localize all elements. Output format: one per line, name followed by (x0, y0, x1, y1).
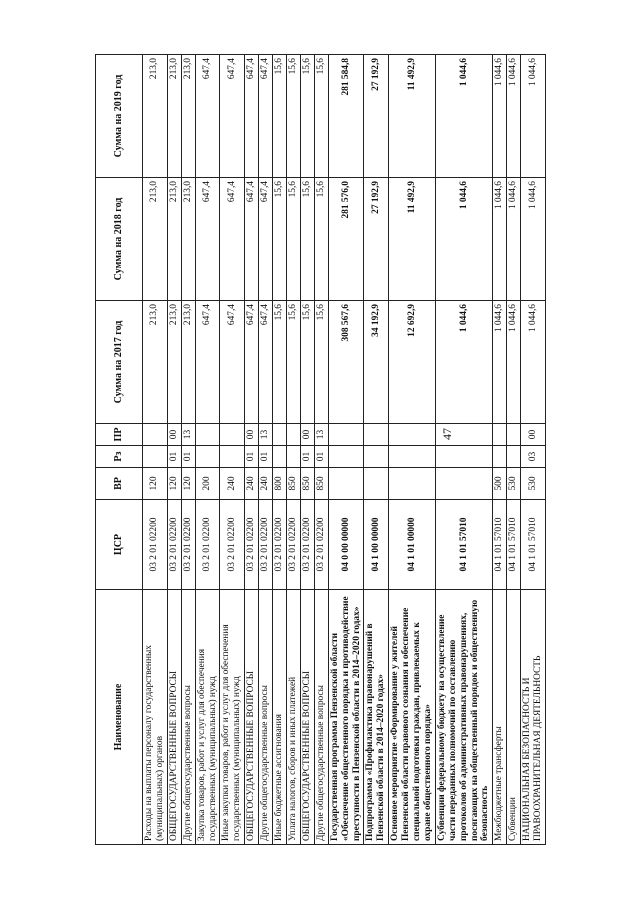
cell-pr (143, 424, 168, 446)
cell-sum-2019: 647,4 (195, 55, 220, 178)
cell-vr: 240 (245, 468, 259, 500)
cell-pr: 00 (245, 424, 259, 446)
header-sum-2017: Сумма на 2017 год (96, 301, 143, 424)
cell-vr: 240 (220, 468, 245, 500)
header-name: Наименование (96, 590, 143, 845)
cell-name: Основное мероприятие «Формирование у жителей Пензенской области правового сознания и обеспечение специальной подготовки граждан, привлекаемых к охране общественного порядка» (389, 590, 436, 845)
cell-pr (493, 424, 507, 446)
cell-pr (220, 424, 245, 446)
cell-sum-2017: 308 567,6 (328, 301, 364, 424)
cell-rz (328, 446, 364, 468)
cell-csr: 04 1 01 57010 (493, 500, 507, 590)
cell-sum-2017: 647,4 (259, 301, 273, 424)
cell-name: Субвенции (507, 590, 521, 845)
cell-csr: 04 1 00 00000 (364, 500, 389, 590)
table-row (521, 55, 546, 845)
cell-pr: 13 (181, 424, 195, 446)
cell-sum-2018: 281 576,0 (328, 178, 364, 301)
cell-rz: 01 (167, 446, 181, 468)
cell-vr: 850 (314, 468, 328, 500)
cell-sum-2019: 281 584,8 (328, 55, 364, 178)
cell-pr: 00 (167, 424, 181, 446)
table-row (314, 55, 328, 845)
table-row (507, 55, 521, 845)
cell-name: Иные закупки товаров, работ и услуг для обеспечения государственных (муниципальных) нужд (220, 590, 245, 845)
cell-sum-2018: 213,0 (181, 178, 195, 301)
cell-sum-2018: 27 192,9 (364, 178, 389, 301)
cell-name: Иные бюджетные ассигнования (273, 590, 287, 845)
cell-csr: 03 2 01 02200 (286, 500, 300, 590)
table-row (259, 55, 273, 845)
cell-name: Расходы на выплаты персоналу государственных (муниципальных) органов (143, 590, 168, 845)
cell-sum-2019: 213,0 (181, 55, 195, 178)
cell-name: Государственная программа Пензенской области «Обеспечение общественного порядка и противодействие преступности в Пензенской области в 2014–2020 годах» (328, 590, 364, 845)
header-vr: ВР (96, 468, 143, 500)
header-sum-2019: Сумма на 2019 год (96, 55, 143, 178)
cell-sum-2017: 213,0 (167, 301, 181, 424)
table-row (286, 55, 300, 845)
cell-csr: 03 2 01 02200 (167, 500, 181, 590)
cell-rz (286, 446, 300, 468)
table-row (273, 55, 287, 845)
cell-name: Другие общегосударственные вопросы (314, 590, 328, 845)
table-row (435, 55, 493, 845)
cell-name: Межбюджетные трансферты (493, 590, 507, 845)
table-header-row (96, 55, 143, 845)
cell-pr: 00 (300, 424, 314, 446)
cell-pr (364, 424, 389, 446)
cell-sum-2017: 647,4 (195, 301, 220, 424)
cell-sum-2017: 1 044,6 (507, 301, 521, 424)
cell-name: Субвенции федеральному бюджету на осуществление части переданных полномочий по составлению протоколов об административных правонарушениях, посягающих на общественный порядок и общественную безопасность (435, 590, 493, 845)
cell-vr: 500 (493, 468, 507, 500)
cell-sum-2018: 15,6 (273, 178, 287, 301)
cell-rz (507, 446, 521, 468)
cell-sum-2019: 647,4 (259, 55, 273, 178)
rotated-document (95, 55, 565, 845)
cell-vr: 850 (300, 468, 314, 500)
cell-pr (328, 424, 364, 446)
cell-rz (273, 446, 287, 468)
cell-sum-2017: 647,4 (245, 301, 259, 424)
cell-rz: 03 (521, 446, 546, 468)
cell-pr (435, 424, 493, 446)
cell-csr: 03 2 01 02200 (259, 500, 273, 590)
cell-sum-2018: 647,4 (245, 178, 259, 301)
header-csr: ЦСР (96, 500, 143, 590)
cell-sum-2018: 1 044,6 (521, 178, 546, 301)
cell-name: ОБЩЕГОСУДАРСТВЕННЫЕ ВОПРОСЫ (245, 590, 259, 845)
cell-sum-2018: 15,6 (300, 178, 314, 301)
cell-rz (493, 446, 507, 468)
cell-name: Другие общегосударственные вопросы (181, 590, 195, 845)
cell-sum-2019: 11 492,9 (389, 55, 436, 178)
cell-pr (195, 424, 220, 446)
cell-vr (328, 468, 364, 500)
cell-name: НАЦИОНАЛЬНАЯ БЕЗОПАСНОСТЬ И ПРАВООХРАНИТЕЛЬНАЯ ДЕЯТЕЛЬНОСТЬ (521, 590, 546, 845)
cell-csr: 03 2 01 02200 (314, 500, 328, 590)
table-row (181, 55, 195, 845)
cell-sum-2018: 15,6 (314, 178, 328, 301)
cell-pr: 13 (314, 424, 328, 446)
cell-rz (220, 446, 245, 468)
cell-vr (389, 468, 436, 500)
cell-csr: 03 2 01 02200 (181, 500, 195, 590)
cell-name: Другие общегосударственные вопросы (259, 590, 273, 845)
cell-rz (364, 446, 389, 468)
cell-vr: 200 (195, 468, 220, 500)
header-rz: Рз (96, 446, 143, 468)
cell-sum-2017: 12 692,9 (389, 301, 436, 424)
table-body (143, 55, 546, 845)
page-number: 47 (440, 428, 454, 440)
cell-sum-2018: 15,6 (286, 178, 300, 301)
cell-sum-2019: 213,0 (167, 55, 181, 178)
cell-name: Уплата налогов, сборов и иных платежей (286, 590, 300, 845)
cell-rz (435, 446, 493, 468)
cell-sum-2019: 1 044,6 (507, 55, 521, 178)
cell-csr: 04 1 01 57010 (435, 500, 493, 590)
cell-name: ОБЩЕГОСУДАРСТВЕННЫЕ ВОПРОСЫ (167, 590, 181, 845)
table-row (389, 55, 436, 845)
cell-sum-2019: 213,0 (143, 55, 168, 178)
cell-sum-2019: 1 044,6 (521, 55, 546, 178)
cell-csr: 04 1 01 00000 (389, 500, 436, 590)
budget-table (95, 54, 546, 845)
cell-vr: 530 (507, 468, 521, 500)
cell-rz (389, 446, 436, 468)
cell-rz (143, 446, 168, 468)
cell-pr: 00 (521, 424, 546, 446)
cell-rz: 01 (259, 446, 273, 468)
cell-sum-2018: 647,4 (195, 178, 220, 301)
cell-sum-2019: 15,6 (286, 55, 300, 178)
cell-sum-2017: 34 192,9 (364, 301, 389, 424)
cell-csr: 03 2 01 02200 (195, 500, 220, 590)
cell-vr: 240 (259, 468, 273, 500)
cell-sum-2018: 1 044,6 (507, 178, 521, 301)
cell-rz: 01 (181, 446, 195, 468)
cell-sum-2017: 15,6 (314, 301, 328, 424)
cell-vr (435, 468, 493, 500)
cell-rz (195, 446, 220, 468)
cell-sum-2017: 213,0 (181, 301, 195, 424)
cell-sum-2017: 1 044,6 (521, 301, 546, 424)
cell-sum-2018: 647,4 (259, 178, 273, 301)
cell-sum-2019: 647,4 (245, 55, 259, 178)
cell-name: ОБЩЕГОСУДАРСТВЕННЫЕ ВОПРОСЫ (300, 590, 314, 845)
cell-sum-2018: 1 044,6 (435, 178, 493, 301)
cell-csr: 03 2 01 02200 (273, 500, 287, 590)
cell-csr: 03 2 01 02200 (300, 500, 314, 590)
cell-sum-2017: 1 044,6 (435, 301, 493, 424)
cell-vr: 120 (143, 468, 168, 500)
cell-sum-2018: 11 492,9 (389, 178, 436, 301)
cell-sum-2018: 213,0 (143, 178, 168, 301)
cell-sum-2018: 647,4 (220, 178, 245, 301)
cell-vr: 120 (167, 468, 181, 500)
cell-sum-2018: 213,0 (167, 178, 181, 301)
table-row (300, 55, 314, 845)
cell-pr: 13 (259, 424, 273, 446)
table-row (364, 55, 389, 845)
cell-name: Подпрограмма «Профилактика правонарушений в Пензенской области в 2014–2020 годах» (364, 590, 389, 845)
table-row (195, 55, 220, 845)
header-sum-2018: Сумма на 2018 год (96, 178, 143, 301)
header-pr: ПР (96, 424, 143, 446)
cell-sum-2019: 15,6 (300, 55, 314, 178)
cell-sum-2019: 1 044,6 (435, 55, 493, 178)
cell-vr: 850 (286, 468, 300, 500)
cell-sum-2017: 1 044,6 (493, 301, 507, 424)
cell-rz: 01 (300, 446, 314, 468)
cell-pr (286, 424, 300, 446)
cell-sum-2019: 15,6 (273, 55, 287, 178)
table-row (245, 55, 259, 845)
cell-rz: 01 (245, 446, 259, 468)
cell-sum-2018: 1 044,6 (493, 178, 507, 301)
cell-csr: 03 2 01 02200 (143, 500, 168, 590)
cell-vr: 530 (521, 468, 546, 500)
cell-sum-2019: 1 044,6 (493, 55, 507, 178)
cell-sum-2017: 15,6 (273, 301, 287, 424)
cell-name: Закупка товаров, работ и услуг для обеспечения государственных (муниципальных) нужд (195, 590, 220, 845)
cell-sum-2017: 213,0 (143, 301, 168, 424)
cell-csr: 03 2 01 02200 (220, 500, 245, 590)
cell-csr: 03 2 01 02200 (245, 500, 259, 590)
cell-csr: 04 1 01 57010 (507, 500, 521, 590)
cell-vr: 120 (181, 468, 195, 500)
cell-vr: 800 (273, 468, 287, 500)
cell-vr (364, 468, 389, 500)
cell-sum-2019: 15,6 (314, 55, 328, 178)
cell-csr: 04 1 01 57010 (521, 500, 546, 590)
table-row (328, 55, 364, 845)
cell-pr (507, 424, 521, 446)
cell-sum-2017: 15,6 (300, 301, 314, 424)
cell-sum-2019: 27 192,9 (364, 55, 389, 178)
cell-csr: 04 0 00 00000 (328, 500, 364, 590)
cell-rz: 01 (314, 446, 328, 468)
cell-sum-2017: 15,6 (286, 301, 300, 424)
table-row (167, 55, 181, 845)
cell-pr (389, 424, 436, 446)
cell-pr (273, 424, 287, 446)
table-row (493, 55, 507, 845)
cell-sum-2019: 647,4 (220, 55, 245, 178)
cell-sum-2017: 647,4 (220, 301, 245, 424)
table-row (220, 55, 245, 845)
table-row (143, 55, 168, 845)
